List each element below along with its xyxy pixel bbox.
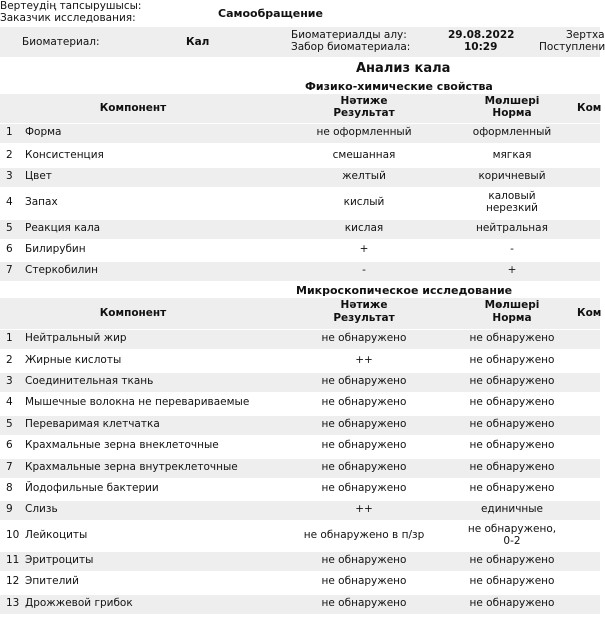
registration-label-kz: Зертха — [566, 29, 605, 41]
collection-label-ru: Забор биоматериала: — [291, 41, 411, 53]
row-component: Эпителий — [25, 575, 79, 587]
section2-title: Микроскопическое исследование — [296, 284, 513, 297]
row-component: Слизь — [25, 503, 58, 515]
row-result: не обнаружено — [321, 554, 407, 566]
section2-col-result-ru: Результат — [333, 312, 395, 324]
section1-col-component: Компонент — [99, 102, 167, 114]
row-result: + — [359, 243, 369, 255]
row-component: Цвет — [25, 170, 52, 182]
row-norm: не обнаружено — [469, 575, 555, 587]
section1-col-norm-ru: Норма — [492, 107, 532, 119]
row-norm: не обнаружено — [469, 418, 555, 430]
row-component: Запах — [25, 196, 58, 208]
row-result: смешанная — [332, 149, 396, 161]
row-component: Крахмальные зерна внутреклеточные — [25, 461, 238, 473]
row-component: Соединительная ткань — [25, 375, 154, 387]
row-norm: не обнаружено — [469, 332, 555, 344]
row-result: не обнаружено — [321, 375, 407, 387]
section2-col-result-kz: Нәтиже — [340, 299, 388, 311]
row-number: 2 — [6, 354, 13, 366]
biomaterial-value: Кал — [186, 36, 210, 48]
row-number: 2 — [6, 149, 13, 161]
report-title: Анализ кала — [356, 61, 451, 76]
row-norm: не обнаружено — [469, 439, 555, 451]
row-norm: не обнаружено — [469, 354, 555, 366]
row-number: 13 — [6, 597, 20, 609]
row-component: Переваримая клетчатка — [25, 418, 160, 430]
row-result: - — [362, 264, 366, 276]
section1-col-comment: Ком — [577, 102, 602, 114]
row-norm: не обнаружено — [469, 597, 555, 609]
row-component: Форма — [25, 126, 62, 138]
row-number: 1 — [6, 332, 13, 344]
row-component: Крахмальные зерна внеклеточные — [25, 439, 219, 451]
row-result: не обнаружено — [321, 575, 407, 587]
row-result: ++ — [355, 503, 373, 515]
row-component: Нейтральный жир — [25, 332, 127, 344]
row-component: Билирубин — [25, 243, 86, 255]
row-number: 5 — [6, 418, 13, 430]
row-norm-line2: 0-2 — [503, 535, 521, 547]
collection-label-kz: Биоматериалды алу: — [291, 29, 407, 41]
row-number: 10 — [6, 529, 20, 541]
row-norm-line2: нерезкий — [485, 202, 539, 214]
row-norm: не обнаружено — [469, 461, 555, 473]
row-result: не обнаружено — [321, 396, 407, 408]
row-component: Консистенция — [25, 149, 104, 161]
row-norm: каловый — [488, 190, 536, 202]
section1-col-result-kz: Нәтиже — [340, 95, 388, 107]
row-component: Жирные кислоты — [25, 354, 122, 366]
row-number: 8 — [6, 482, 13, 494]
collection-time: 10:29 — [464, 41, 498, 53]
section1-col-norm-kz: Мөлшері — [484, 95, 540, 107]
row-result: не обнаружено в п/зр — [303, 529, 425, 541]
row-number: 5 — [6, 222, 13, 234]
row-component: Йодофильные бактерии — [25, 482, 159, 494]
customer-value: Самообращение — [218, 7, 323, 20]
section2-col-norm-kz: Мөлшері — [484, 299, 540, 311]
row-norm: мягкая — [492, 149, 532, 161]
row-norm: + — [507, 264, 517, 276]
row-result: кислая — [344, 222, 384, 234]
row-result: желтый — [342, 170, 386, 182]
row-result: не обнаружено — [321, 439, 407, 451]
row-norm: единичные — [480, 503, 544, 515]
row-number: 7 — [6, 461, 13, 473]
row-number: 6 — [6, 439, 13, 451]
section1-title: Физико-химические свойства — [305, 80, 493, 93]
row-number: 4 — [6, 196, 13, 208]
row-number: 4 — [6, 396, 13, 408]
row-result: не обнаружено — [321, 482, 407, 494]
row-norm: оформленный — [472, 126, 552, 138]
row-component: Эритроциты — [25, 554, 94, 566]
row-norm: не обнаружено — [469, 482, 555, 494]
row-number: 3 — [6, 375, 13, 387]
row-number: 3 — [6, 170, 13, 182]
section2-col-norm-ru: Норма — [492, 312, 532, 324]
row-component: Дрожжевой грибок — [25, 597, 133, 609]
biomaterial-label: Биоматериал: — [22, 36, 100, 48]
row-number: 1 — [6, 126, 13, 138]
row-result: не оформленный — [316, 126, 412, 138]
row-result: кислый — [343, 196, 385, 208]
row-norm: не обнаружено — [469, 396, 555, 408]
row-result: ++ — [355, 354, 373, 366]
row-number: 7 — [6, 264, 13, 276]
row-number: 9 — [6, 503, 13, 515]
row-number: 6 — [6, 243, 13, 255]
row-component: Стеркобилин — [25, 264, 99, 276]
row-result: не обнаружено — [321, 597, 407, 609]
row-norm: - — [510, 243, 514, 255]
row-norm: коричневый — [478, 170, 546, 182]
row-number: 11 — [6, 554, 20, 566]
row-norm: не обнаружено, — [467, 523, 557, 535]
row-result: не обнаружено — [321, 461, 407, 473]
row-norm: нейтральная — [476, 222, 548, 234]
row-result: не обнаружено — [321, 332, 407, 344]
customer-label-kz: Вертеудің тапсырушысы: — [0, 0, 142, 12]
section2-col-component: Компонент — [99, 307, 167, 319]
row-component: Мышечные волокна не перевариваемые — [25, 396, 250, 408]
section2-col-comment: Ком — [577, 307, 602, 319]
collection-date: 29.08.2022 — [448, 29, 515, 41]
row-result: не обнаружено — [321, 418, 407, 430]
section1-col-result-ru: Результат — [333, 107, 395, 119]
row-component: Реакция кала — [25, 222, 101, 234]
row-number: 12 — [6, 575, 20, 587]
registration-label-ru: Поступлени — [539, 41, 605, 53]
row-norm: не обнаружено — [469, 554, 555, 566]
customer-label-ru: Заказчик исследования: — [0, 12, 136, 24]
row-component: Лейкоциты — [25, 529, 88, 541]
row-norm: не обнаружено — [469, 375, 555, 387]
